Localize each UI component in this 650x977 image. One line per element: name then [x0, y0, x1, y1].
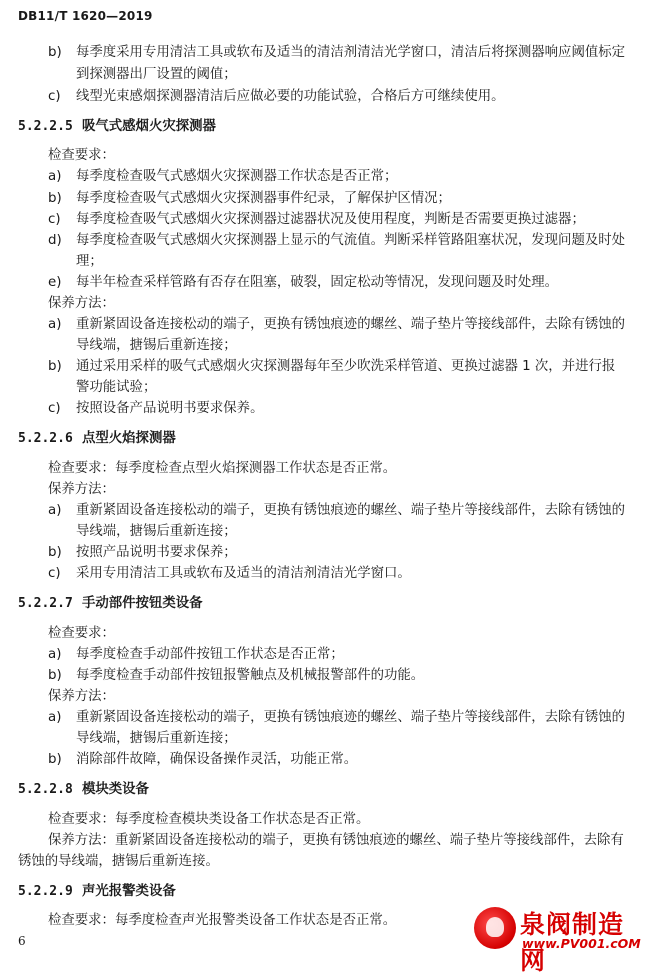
item-text: 每季度采用专用清洁工具或软布及适当的清洁剂清洁光学窗口，清洁后将探测器响应阈值标定 — [76, 45, 626, 60]
item-text: 重新紧固设备连接松动的端子，更换有锈蚀痕迹的螺丝、端子垫片等接线部件，去除有锈蚀的 — [76, 317, 626, 332]
item-text: 每季度检查吸气式感烟火灾探测器过滤器状况及使用程度，判断是否需要更换过滤器； — [76, 212, 585, 227]
item-label: a) — [48, 169, 62, 184]
item-label: e) — [48, 275, 62, 290]
item-label: c) — [48, 566, 61, 581]
item-label: c) — [48, 212, 61, 227]
standard-code-header: DB11/T 1620—2019 — [18, 9, 153, 23]
section-number: 5.2.2.7 — [18, 596, 73, 611]
section-number: 5.2.2.6 — [18, 431, 73, 446]
check-text: 检查要求：每季度检查模块类设备工作状态是否正常。 — [48, 812, 370, 827]
page-number: 6 — [18, 934, 26, 948]
item-label: c) — [48, 401, 61, 416]
heading-text: 保养方法： — [48, 296, 115, 311]
item-label: b) — [48, 752, 62, 767]
item-label: c) — [48, 89, 61, 104]
item-text: 每半年检查采样管路有否存在阻塞，破裂，固定松动等情况，发现问题及时处理。 — [76, 275, 559, 290]
item-text: 按照产品说明书要求保养； — [76, 545, 237, 560]
check-text: 检查要求：每季度检查声光报警类设备工作状态是否正常。 — [48, 913, 397, 928]
item-text: 线型光束感烟探测器清洁后应做必要的功能试验，合格后方可继续使用。 — [76, 89, 505, 104]
item-label: d) — [48, 233, 62, 248]
item-text: 消除部件故障，确保设备操作灵活，功能正常。 — [76, 752, 358, 767]
item-text: 按照设备产品说明书要求保养。 — [76, 401, 264, 416]
watermark-name: 泉阀制造网 — [520, 910, 625, 975]
section-title: 手动部件按钮类设备 — [82, 596, 203, 611]
maintenance-text: 保养方法：重新紧固设备连接松动的端子，更换有锈蚀痕迹的螺丝、端子垫片等接线部件，去除有 — [48, 833, 624, 848]
item-label: b) — [48, 359, 62, 374]
item-text: 导线端，搪锡后重新连接； — [76, 338, 237, 353]
item-label: b) — [48, 545, 62, 560]
heading-text: 保养方法： — [48, 689, 115, 704]
item-text: 理； — [76, 254, 103, 269]
section-number: 5.2.2.9 — [18, 884, 73, 899]
section-title: 模块类设备 — [82, 782, 149, 797]
item-text: 通过采用采样的吸气式感烟火灾探测器每年至少吹洗采样管道、更换过滤器 1 次，并进行报 — [76, 359, 616, 374]
section-number: 5.2.2.5 — [18, 119, 73, 134]
heading-text: 检查要求： — [48, 626, 115, 641]
item-label: b) — [48, 45, 62, 60]
heading-text: 检查要求： — [48, 148, 115, 163]
maintenance-text: 锈蚀的导线端，搪锡后重新连接。 — [18, 854, 219, 869]
item-label: a) — [48, 647, 62, 662]
section-title: 声光报警类设备 — [82, 884, 176, 899]
valve-logo-icon — [474, 907, 516, 949]
section-title: 吸气式感烟火灾探测器 — [82, 119, 216, 134]
site-watermark — [474, 903, 644, 975]
item-label: b) — [48, 191, 62, 206]
item-text: 每季度检查吸气式感烟火灾探测器事件纪录，了解保护区情况； — [76, 191, 451, 206]
item-label: b) — [48, 668, 62, 683]
item-text: 重新紧固设备连接松动的端子，更换有锈蚀痕迹的螺丝、端子垫片等接线部件，去除有锈蚀的 — [76, 710, 626, 725]
section-number: 5.2.2.8 — [18, 782, 73, 797]
item-text: 导线端，搪锡后重新连接； — [76, 524, 237, 539]
item-label: a) — [48, 317, 62, 332]
heading-text: 保养方法： — [48, 482, 115, 497]
item-label: a) — [48, 710, 62, 725]
watermark-url: www.PV001.cOM — [522, 936, 641, 951]
check-text: 检查要求：每季度检查点型火焰探测器工作状态是否正常。 — [48, 461, 397, 476]
section-title: 点型火焰探测器 — [82, 431, 176, 446]
item-text: 到探测器出厂设置的阈值； — [76, 67, 237, 82]
item-text: 重新紧固设备连接松动的端子，更换有锈蚀痕迹的螺丝、端子垫片等接线部件，去除有锈蚀的 — [76, 503, 626, 518]
item-text: 导线端，搪锡后重新连接； — [76, 731, 237, 746]
item-label: a) — [48, 503, 62, 518]
item-text: 每季度检查手动部件按钮工作状态是否正常； — [76, 647, 344, 662]
item-text: 每季度检查吸气式感烟火灾探测器工作状态是否正常； — [76, 169, 398, 184]
item-text: 采用专用清洁工具或软布及适当的清洁剂清洁光学窗口。 — [76, 566, 411, 581]
item-text: 每季度检查吸气式感烟火灾探测器上显示的气流值。判断采样管路阻塞状况，发现问题及时处 — [76, 233, 626, 248]
item-text: 警功能试验； — [76, 380, 157, 395]
item-text: 每季度检查手动部件按钮报警触点及机械报警部件的功能。 — [76, 668, 425, 683]
